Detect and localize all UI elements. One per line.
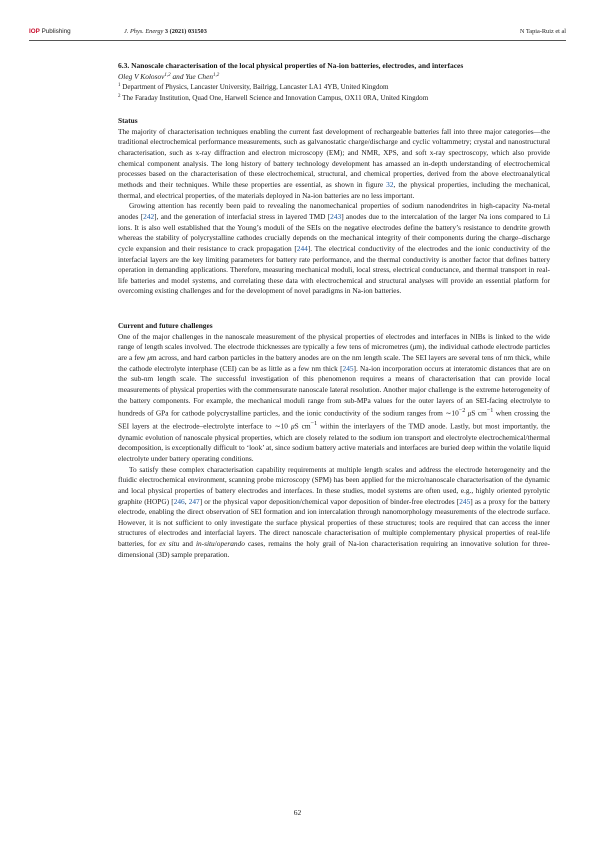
challenges-paragraph-1: One of the major challenges in the nanoscale measurement of the physical properties of electrodes and interfaces in NIBs is linked to the wide range of length scales involved. The electrode thicknesses are typically a few tens of micrometres (μm), the individual cathode electrode particles are a few μm across, and hard carbon particles in the battery anodes are on the nm length scale. The SEI layers are several tens of nm thick, while the cathode electrolyte interphase (CEI) can be as little as a few nm thick [245]. Na-ion incorporation occurs at interatomic distances that are on the sub-nm length scale. The successful investigation of this phenomenon requires a means of characterisation that can provide local measurements of physical properties with the commensurate nanoscale lateral resolution. Another major challenge is the extreme heterogeneity of the battery components. For example, the mechanical moduli range from sub-MPa values for the outer layers of an SEI-facing electrolyte to hundreds of GPa for cathode polycrystalline particles, and the ionic conductivity of the sodium ranges from $\sim 10^{-2}$ μS $cm^{-1}$ when crossing the SEI layers at the electrode–electrolyte interface to ∼10 μS $cm^{-1}$ within the interlayers of the TMD anode. Lastly, but most importantly, the dynamic evolution of nanoscale physical properties, which are closely related to the sodium ion transport and electrolyte electrochemical/thermal decomposition, is exceptionally difficult to ‘look’ at, since sodium battery active materials and interfaces are buried deep within the volatile liquid electrolyte under battery operating conditions. — [118, 331, 551, 463]
status-paragraph-2: Growing attention has recently been paid to revealing the nanomechanical properties of sodium nanodendrites in high-capacity Na-metal anodes [242], and the generation of interfacial stress in layered TMD [243] anodes due to the intercalation of the larger Na ions compared to Li ions. It is also well established that the Young’s moduli of the SEIs on the negative electrodes define the battery’s resistance to dendrite growth whereas the stability of polycrystalline cathodes crucially depends on the mechanical integrity of their components during the charge–discharge cycle expansion and their resistance to crack propagation [244]. The electrical conductivity of the electrodes and the ionic conductivity of the interfacial layers are the key limiting parameters for battery rate performance, and the thermal conductivity is another factor that defines battery operation in demanding applications. Therefore, measuring mechanical moduli, local stress, electrical conductance, and thermal transport in real-life batteries and model systems, and correlating these data with electrochemical and structural analyses will provide an essential platform for overcoming existing challenges and for the development of novel paradigms in Na-ion batteries. — [118, 201, 550, 296]
header-rule — [29, 40, 566, 41]
status-heading: Status — [118, 115, 138, 125]
page-number: 62 — [293, 808, 302, 817]
iop-publishing-logo: IOP Publishing — [29, 28, 71, 35]
author-2: Yue Chen — [185, 71, 214, 81]
affiliation-2: $^2$ The Faraday Institution, Quad One, Harwell Science and Innovation Campus, OX11 0RA, United Kingdom — [118, 93, 429, 102]
challenges-paragraph-2: To satisfy these complex characterisation capability requirements at multiple length scales and address the electrode heterogeneity and the fluidic electrochemical environment, scanning probe microscopy (SPM) has been applied for the micro/nanoscale characterisation of the dynamic and local physical properties of battery electrodes and interfaces. In these studies, model systems are often used, e.g., highly oriented pyrolytic graphite (HOPG) [246, 247] or the physical vapor deposition/chemical vapor deposition of binder-free electrodes [245] as a proxy for the battery electrode, enabling the direct observation of SEI formation and ion intercalation through nanomorphology measurements of the electrode surface. However, it is not sufficient to only investigate the surface physical properties of these structures; tools are required that can access the inner structures of electrodes and interfacial layers. The direct nanoscale characterisation of multiple complementary physical properties of real-life batteries, for ex situ and in-situ/operando cases, remains the holy grail of Na-ion characterisation requiring an innovative solution for three-dimensional (3D) sample preparation. — [118, 464, 550, 559]
journal-name: J. Phys. Energy — [124, 28, 164, 35]
affiliation-1: $^1$ Department of Physics, Lancaster University, Bailrigg, Lancaster LA1 4YB, United Kingdom — [118, 83, 389, 92]
figure-link[interactable]: 32 — [386, 179, 394, 189]
citation-link[interactable]: 246 — [173, 496, 185, 506]
challenges-heading: Current and future challenges — [118, 321, 213, 331]
section-title: 6.3. Nanoscale characterisation of the local physical properties of Na-ion batteries, electrodes, and interfaces — [118, 61, 464, 70]
running-authors: N Tapia-Ruiz et al — [519, 28, 566, 35]
article-body — [118, 61, 550, 560]
citation-link[interactable]: 243 — [330, 211, 342, 221]
citation-link[interactable]: 245 — [459, 496, 471, 506]
citation-link[interactable]: 247 — [188, 496, 200, 506]
status-paragraph-1: The majority of characterisation techniques enabling the current fast development of rechargeable batteries fall into three major categories—the traditional electrochemical performance measurements, such as galvanostatic charge/discharge and cyclic voltammetry; crystal and nanostructural characterisation, such as x-ray diffraction and electron microscopy (EM); and NMR, XPS, and soft x-ray spectroscopy, which also provide chemical component analysis. The long history of battery technology development has amassed an in-depth understanding of electrochemical processes based on the characterisation of these electrochemical, structural, and chemical properties, derived from the above electroanalytical methods and their techniques. While these properties are essential, as shown in figure 32, the physical properties, including the mechanical, thermal, and electrical properties, of the materials deployed in Na-ion batteries are no less important. — [118, 126, 550, 200]
citation-link[interactable]: 245 — [342, 363, 354, 373]
author-line: Oleg V Kolosov$^{1,2}$ and Yue Chen$^{1,2}$ — [118, 71, 220, 81]
citation-link[interactable]: 242 — [143, 211, 155, 221]
citation-link[interactable]: 244 — [296, 243, 308, 253]
page-header — [29, 27, 566, 39]
journal-citation: 3 (2021) 031503 — [164, 28, 207, 35]
author-1: Oleg V Kolosov — [118, 71, 165, 81]
journal-reference — [124, 28, 207, 35]
